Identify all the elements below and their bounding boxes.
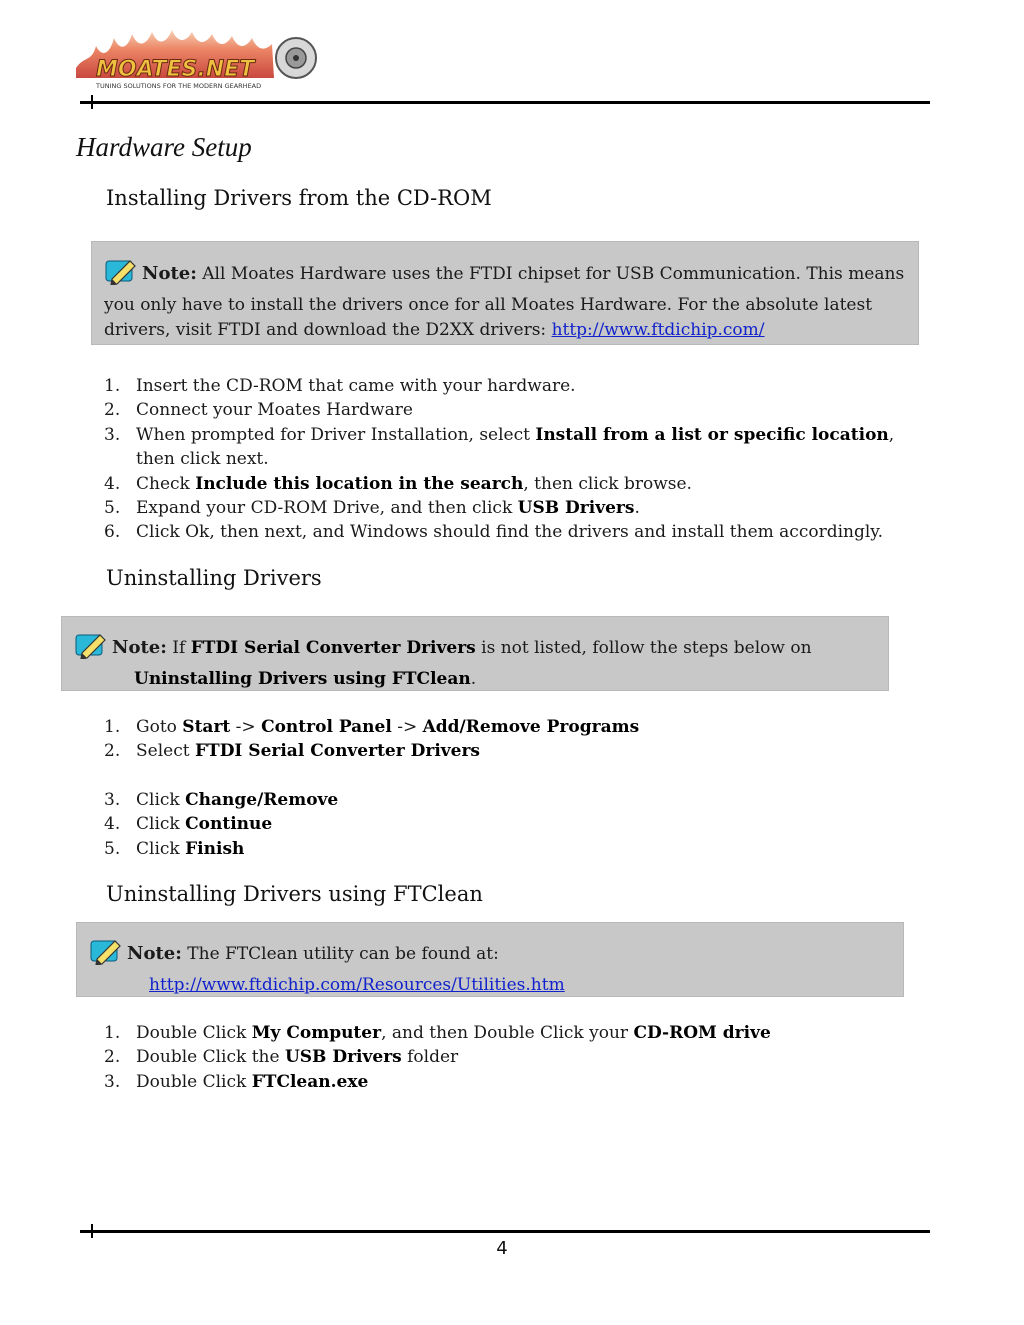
list-item-number: 4. xyxy=(104,473,121,494)
pencil-note-icon xyxy=(104,257,138,293)
list-item-text: Double Click xyxy=(136,1071,252,1092)
list-item-number: 2. xyxy=(104,741,121,762)
list-item-bold-text: USB Drivers xyxy=(517,498,635,519)
list-item-number: 5. xyxy=(104,838,121,859)
list-item-bold-text: Include this location in the search xyxy=(195,473,524,494)
list-item xyxy=(104,739,934,763)
moates-logo xyxy=(74,26,324,96)
list-item-bold-text: Start xyxy=(182,717,231,737)
list-item xyxy=(104,398,934,422)
note-text: All Moates Hardware uses the FTDI chipset for USB Communication. This means you only have to install the drivers once for all Moates Hardware. For the absolute latest drivers, visit FTDI and download the D2XX drivers: xyxy=(104,264,905,340)
header-rule xyxy=(80,101,930,104)
note-label: Note: xyxy=(142,263,197,284)
ftclean-steps-list xyxy=(104,1021,934,1094)
ftclean-link[interactable]: http://www.ftdichip.com/Resources/Utilities.htm xyxy=(149,975,565,995)
list-item-number: 3. xyxy=(104,790,121,810)
footer-rule-tick xyxy=(91,1224,93,1238)
list-item-bold-text: Control Panel xyxy=(261,717,392,737)
list-item-text: Click xyxy=(136,790,186,810)
list-item-bold-text: My Computer xyxy=(251,1023,382,1043)
note-bold-ftclean-ref: Uninstalling Drivers using FTClean xyxy=(134,669,471,689)
list-item-text: Expand your CD-ROM Drive, and then click xyxy=(136,498,518,519)
list-item-bold-text: CD-ROM drive xyxy=(633,1023,771,1043)
list-item-bold-text: FTClean.exe xyxy=(251,1071,369,1092)
list-item-text: Select xyxy=(136,741,195,762)
list-item xyxy=(104,520,934,544)
list-item-text: Check xyxy=(136,473,196,494)
list-item xyxy=(104,1070,934,1094)
page-number: 4 xyxy=(496,1238,508,1259)
list-item-text: Click Ok, then next, and Windows should find the drivers and install them accordingly. xyxy=(136,522,884,543)
list-item-text: Double Click xyxy=(136,1023,252,1043)
list-item-text: , then click next. xyxy=(136,424,895,470)
list-item-number: 1. xyxy=(104,376,121,396)
list-item-bold-text: FTDI Serial Converter Drivers xyxy=(194,741,481,762)
ftdi-link[interactable]: http://www.ftdichip.com/ xyxy=(551,320,765,340)
list-item xyxy=(104,837,934,861)
list-item-bold-text: Finish xyxy=(185,838,245,859)
list-item-text: folder xyxy=(401,1047,459,1068)
list-item-text: . xyxy=(634,498,640,519)
pencil-note-icon xyxy=(74,631,108,667)
list-item-text: , and then Double Click your xyxy=(381,1023,634,1043)
note-text-mid: is not listed, follow the steps below on xyxy=(475,638,812,658)
list-item-number: 5. xyxy=(104,498,121,519)
footer-rule xyxy=(80,1230,930,1233)
list-item-number: 3. xyxy=(104,424,121,445)
list-item-bold-text: Install from a list or specific location xyxy=(535,424,889,445)
list-item-bold-text: USB Drivers xyxy=(284,1047,402,1068)
logo-tagline: TUNING SOLUTIONS FOR THE MODERN GEARHEAD xyxy=(96,82,262,90)
page-title: Hardware Setup xyxy=(76,132,252,162)
list-item-bold-text: Continue xyxy=(185,814,273,835)
list-item-text: When prompted for Driver Installation, select xyxy=(136,424,536,445)
uninstall-steps-list-a xyxy=(104,715,934,764)
list-item xyxy=(104,374,934,398)
list-item-number: 1. xyxy=(104,717,121,737)
section-heading-installing: Installing Drivers from the CD-ROM xyxy=(106,186,492,210)
note-text-post: . xyxy=(470,669,477,689)
pencil-note-icon xyxy=(89,937,123,973)
list-item xyxy=(104,423,934,472)
list-item-number: 6. xyxy=(104,522,121,543)
list-item-text: , then click browse. xyxy=(523,473,692,494)
list-item-number: 3. xyxy=(104,1071,121,1092)
list-item-text: Click xyxy=(136,838,186,859)
section-heading-ftclean: Uninstalling Drivers using FTClean xyxy=(106,882,483,906)
list-item-text: -> xyxy=(230,717,262,737)
list-item-text: Connect your Moates Hardware xyxy=(136,400,413,421)
note-box-uninstall xyxy=(61,616,889,691)
list-item-text: Insert the CD-ROM that came with your hardware. xyxy=(136,376,576,396)
list-item-text: -> xyxy=(391,717,423,737)
header-rule-tick xyxy=(91,95,93,109)
list-item-text: Double Click the xyxy=(136,1047,285,1068)
list-item-number: 1. xyxy=(104,1023,121,1043)
list-item-bold-text: Add/Remove Programs xyxy=(422,717,640,737)
note-text: The FTClean utility can be found at: xyxy=(181,944,499,964)
note-label: Note: xyxy=(112,637,167,658)
list-item xyxy=(104,788,934,812)
list-item-number: 4. xyxy=(104,814,121,835)
install-steps-list xyxy=(104,374,934,545)
list-item xyxy=(104,812,934,836)
list-item-number: 2. xyxy=(104,400,121,421)
note-label: Note: xyxy=(127,943,182,964)
note-text-pre: If xyxy=(166,638,191,658)
list-item xyxy=(104,1045,934,1069)
note-box-ftclean xyxy=(76,922,904,997)
uninstall-steps-list-b xyxy=(104,788,934,861)
note-bold-driver-name: FTDI Serial Converter Drivers xyxy=(190,638,476,658)
list-item-text: Click xyxy=(136,814,186,835)
list-item xyxy=(104,496,934,520)
section-heading-uninstalling: Uninstalling Drivers xyxy=(106,566,322,590)
list-item xyxy=(104,1021,934,1045)
list-item-bold-text: Change/Remove xyxy=(185,790,339,810)
list-item xyxy=(104,472,934,496)
note-box-ftdi xyxy=(91,241,919,345)
list-item-text: Goto xyxy=(136,717,183,737)
list-item xyxy=(104,715,934,739)
list-item-number: 2. xyxy=(104,1047,121,1068)
logo-text: MOATES.NET xyxy=(96,57,255,82)
